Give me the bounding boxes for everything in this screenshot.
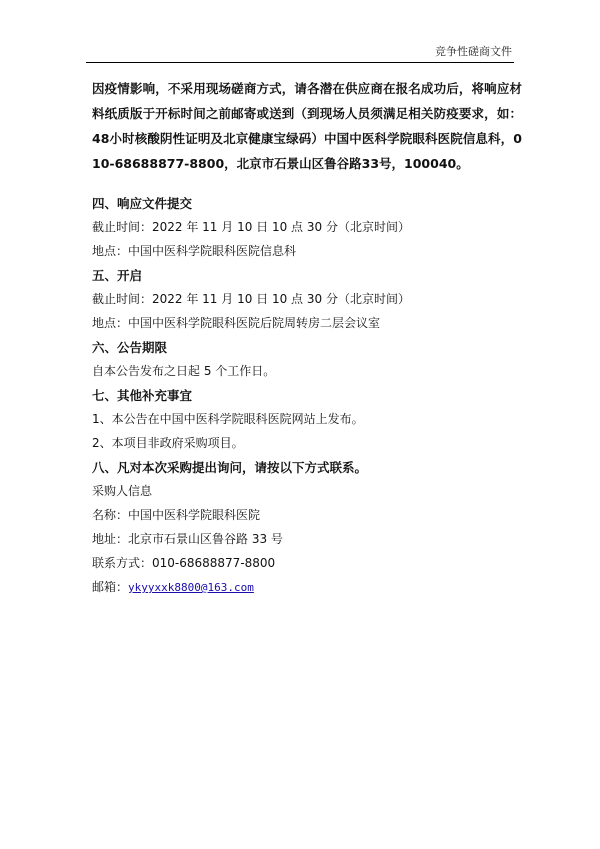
purchaser-email [92, 577, 522, 601]
other-matter-item: 1、本公告在中国中医科学院眼科医院网站上发布。 [92, 412, 364, 426]
section-heading: 七、其他补充事宜 [92, 388, 193, 403]
document-body [92, 76, 522, 601]
opening-deadline: 截止时间：2022 年 11 月 10 日 10 点 30 分（北京时间） [92, 292, 410, 306]
intro-paragraph: 因疫情影响，不采用现场磋商方式，请各潜在供应商在报名成功后，将响应材料纸质版于开标时间之前邮寄或送到（到现场人员须满足相关防疫要求，如：48小时核酸阴性证明及北京健康宝绿码）中国中医科学院眼科医院信息科，010-68688877-8800，北京市石景山区鲁谷路33号，100040。 [92, 81, 522, 171]
section-heading: 四、响应文件提交 [92, 196, 193, 211]
section-contact [92, 457, 522, 601]
section-other-matters [92, 385, 522, 457]
purchaser-info-label: 采购人信息 [92, 484, 153, 498]
section-heading: 八、凡对本次采购提出询问，请按以下方式联系。 [92, 460, 368, 475]
submission-deadline: 截止时间：2022 年 11 月 10 日 10 点 30 分（北京时间） [92, 220, 410, 234]
purchaser-phone: 联系方式：010-68688877-8800 [92, 556, 276, 570]
section-heading: 五、开启 [92, 268, 143, 283]
opening-location: 地点：中国中医科学院眼科医院后院周转房二层会议室 [92, 316, 381, 330]
other-matter-item: 2、本项目非政府采购项目。 [92, 436, 244, 450]
document-header-label: 竞争性磋商文件 [435, 45, 512, 58]
email-link[interactable]: ykyyxxk8800@163.com [128, 581, 254, 594]
paragraph-spacer [92, 176, 522, 193]
section-notice-period [92, 337, 522, 385]
purchaser-address: 地址：北京市石景山区鲁谷路 33 号 [92, 532, 283, 546]
section-opening [92, 265, 522, 337]
section-response-submission [92, 193, 522, 265]
submission-location: 地点：中国中医科学院眼科医院信息科 [92, 244, 297, 258]
section-heading: 六、公告期限 [92, 340, 168, 355]
header-divider [86, 62, 514, 63]
notice-period-text: 自本公告发布之日起 5 个工作日。 [92, 364, 276, 378]
email-label: 邮箱： [92, 580, 129, 594]
purchaser-name: 名称：中国中医科学院眼科医院 [92, 508, 261, 522]
